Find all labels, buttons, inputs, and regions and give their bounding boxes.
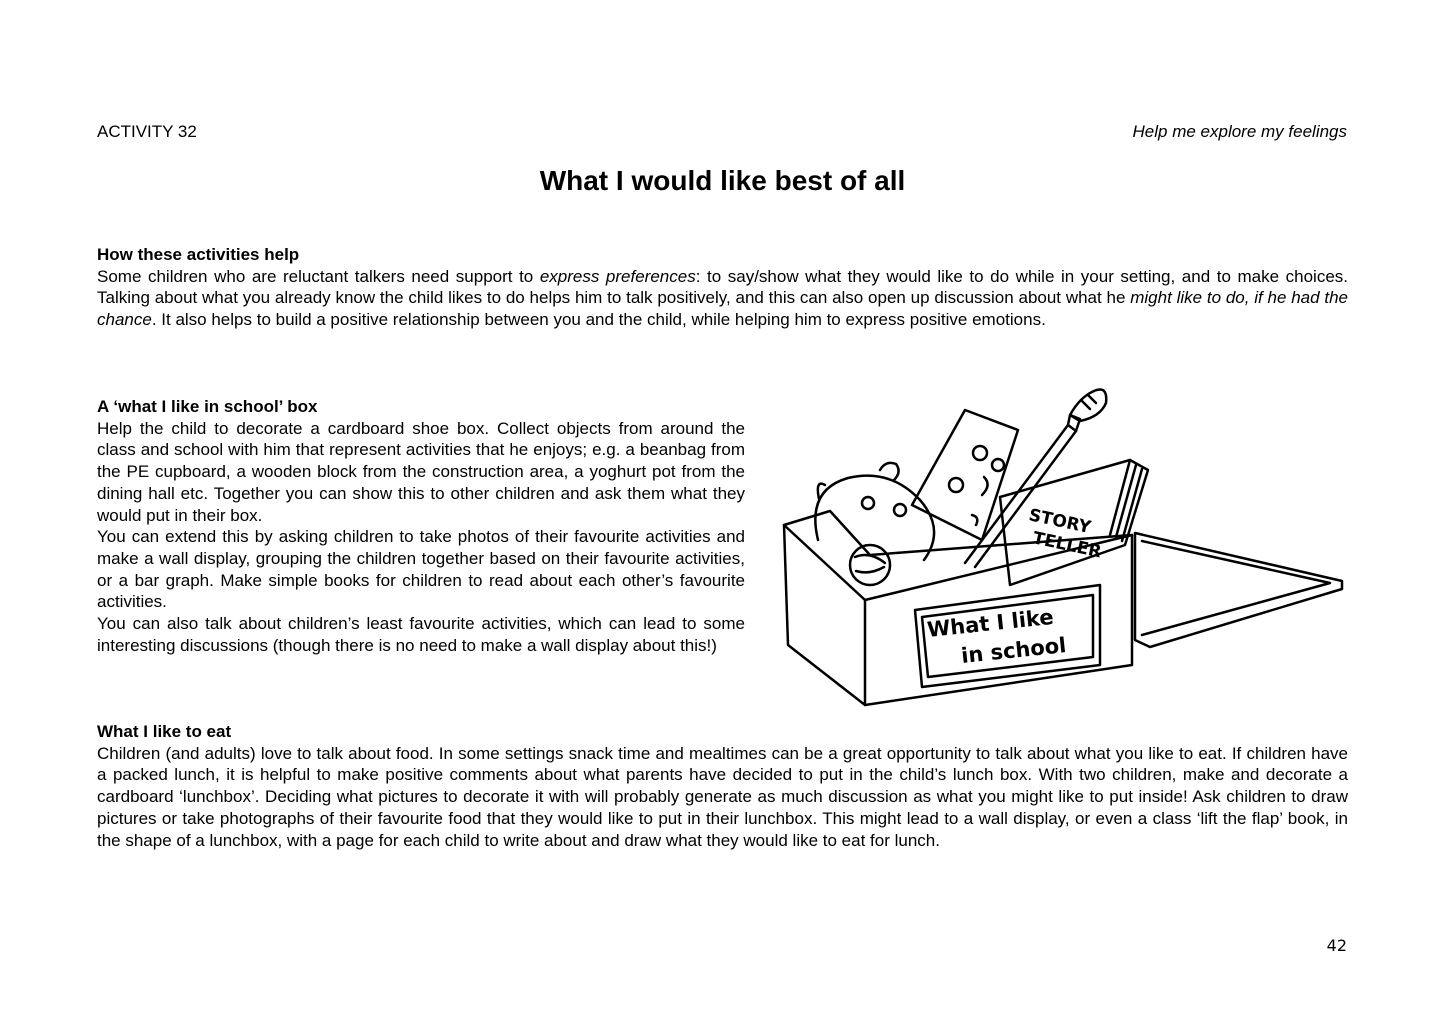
section-how-activities-help: [97, 244, 1348, 331]
activity-number: ACTIVITY 32: [97, 122, 197, 141]
section-heading: How these activities help: [97, 245, 300, 264]
book-label-line1: STORY: [1026, 505, 1093, 538]
section-what-i-like-to-eat: [97, 721, 1348, 851]
paragraph-text: Some children who are reluctant talkers need support to: [97, 266, 540, 286]
box-label-line2: in school: [960, 633, 1068, 668]
box-label-line1: What I like: [926, 604, 1055, 642]
section-paragraph: [97, 266, 1348, 331]
emphasis-text: might like to do, if he had the chance: [97, 288, 1348, 330]
page-title: What I would like best of all: [539, 165, 906, 196]
section-heading: What I like to eat: [97, 722, 232, 741]
section-what-i-like-box: [97, 396, 745, 656]
emphasis-text: express preferences: [539, 266, 696, 286]
series-title: Help me explore my feelings: [1132, 122, 1347, 141]
paragraph-text: Help the child to decorate a cardboard shoe box. Collect objects from around the class and school with him that represent activities that he enjoys; e.g. a beanbag from the PE cupboard, a wooden block from the construction area, a yoghurt pot from the dining hall etc. Together you can show this to other children and ask them what they would put in their box.: [97, 418, 745, 525]
ball-drawing: [850, 545, 890, 585]
section-heading: A ‘what I like in school’ box: [97, 397, 318, 416]
shoebox-illustration: [770, 385, 1350, 715]
paragraph-text: You can also talk about children’s least favourite activities, which can lead to some interesting discussions (though there is no need to make a wall display about this!): [97, 614, 745, 655]
book-label-line2: TELLER: [1030, 528, 1104, 563]
paragraph-text: : to say/show what they would like to do while in your setting, and to make choices. Talking about what you already know the child likes to do helps him to talk positively, and this can also open up discussion about what he: [97, 266, 1348, 308]
page-number: 42: [1326, 936, 1347, 955]
paragraph-text: . It also helps to build a positive relationship between you and the child, while helping him to express positive emotions.: [151, 310, 1046, 330]
section-paragraph: Children (and adults) love to talk about food. In some settings snack time and mealtimes can be a great opportunity to talk about what you like to eat. If children have a packed lunch, it is helpful to make positive comments about what parents have decided to put in the child’s lunch box. With two children, make and decorate a cardboard ‘lunchbox’. Deciding what pictures to decorate it with will probably generate as much discussion as what you might like to put inside! Ask children to draw pictures or take photographs of their favourite food that they would like to put in their lunchbox. This might lead to a wall display, or even a class ‘lift the flap’ book, in the shape of a lunchbox, with a page for each child to write about and draw what they would like to eat for lunch.: [97, 743, 1348, 850]
box-lid-drawing: [1135, 533, 1342, 647]
paragraph-text: You can extend this by asking children to take photos of their favourite activities and make a wall display, grouping the children together based on their favourite activities, or a bar graph. Make simple books for children to read about each other’s favourite activities.: [97, 527, 745, 612]
section-paragraph: [97, 418, 745, 657]
